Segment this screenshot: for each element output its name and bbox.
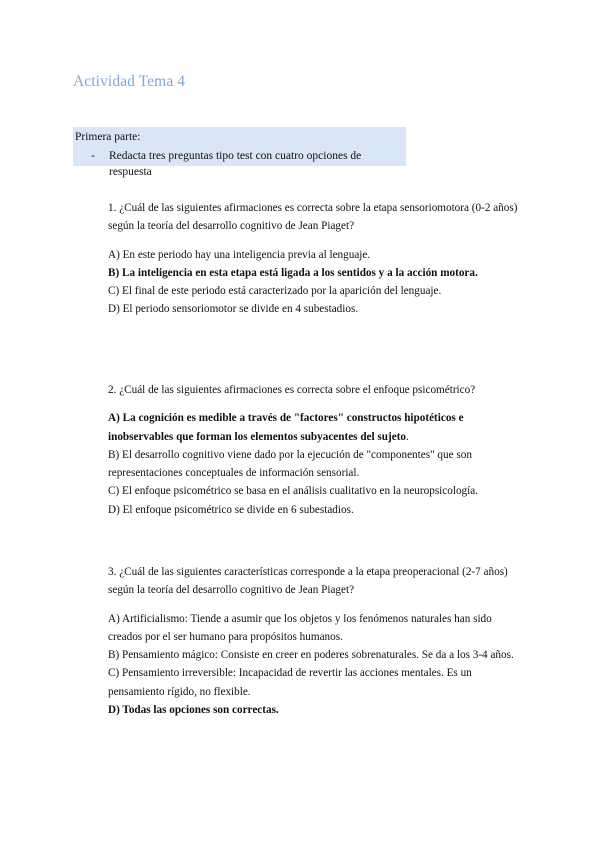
question-1-option-a: A) En este periodo hay una inteligencia previa al lenguaje. (108, 248, 371, 261)
question-2-text: 2. ¿Cuál de las siguientes afirmaciones es correcta sobre el enfoque psicométrico? (108, 384, 476, 396)
question-3-option-a-line2: creados por el ser humano para propósitos humanos. (108, 630, 343, 643)
question-1 (108, 199, 528, 319)
question-3 (108, 563, 528, 719)
instructions-highlight (73, 127, 406, 178)
question-2-option-a-correct-line1: A) La cognición es medible a través de "factores" constructos hipotéticos e (108, 412, 464, 425)
instruction-text: Redacta tres preguntas tipo test con cuatro opciones de respuesta (109, 150, 362, 178)
question-2-option-b-line1: B) El desarrollo cognitivo viene dado por la ejecución de "componentes" que son (108, 448, 472, 461)
question-2-option-a-period: . (406, 430, 409, 443)
question-3-option-b: B) Pensamiento mágico: Consiste en creer en poderes sobrenaturales. Se da a los 3-4 años. (108, 649, 514, 662)
part-heading: Primera parte: (75, 131, 141, 143)
question-1-text-line1: 1. ¿Cuál de las siguientes afirmaciones es correcta sobre la etapa sensoriomotora (0-2 años) (108, 202, 518, 214)
question-2-option-a-correct-line2 (108, 428, 528, 446)
question-3-text-line2: según la teoría del desarrollo cognitivo de Jean Piaget? (108, 584, 355, 597)
question-1-text-line2: según la teoría del desarrollo cognitivo de Jean Piaget? (108, 220, 355, 233)
question-2-option-c: C) El enfoque psicométrico se basa en el análisis cualitativo en la neuropsicología. (108, 485, 479, 498)
question-1-option-d: D) El periodo sensoriomotor se divide en 4 subestadios. (108, 303, 359, 316)
question-2-option-d: D) El enfoque psicométrico se divide en 6 subestadios. (108, 503, 354, 516)
question-2-option-b-line2: representaciones conceptuales de información sensorial. (108, 467, 360, 480)
question-1-option-c: C) El final de este periodo está caracterizado por la aparición del lenguaje. (108, 285, 442, 298)
question-3-text-line1: 3. ¿Cuál de las siguientes características corresponde a la etapa preoperacional (2-7 años) (108, 566, 508, 578)
question-3-option-a-line1: A) Artificialismo: Tiende a asumir que los objetos y los fenómenos naturales han sido (108, 612, 492, 625)
question-3-option-d-correct: D) Todas las opciones son correctas. (108, 704, 279, 717)
question-1-option-b-correct: B) La inteligencia en esta etapa está ligada a los sentidos y a la acción motora. (108, 266, 478, 279)
bullet-dash: - (91, 150, 95, 162)
question-2-option-a-correct-line2-bold: inobservables que forman los elementos subyacentes del sujeto (108, 430, 407, 443)
document-title: Actividad Tema 4 (73, 73, 186, 90)
question-3-option-c-line2: pensamiento rígido, no flexible. (108, 685, 251, 698)
question-3-option-c-line1: C) Pensamiento irreversible: Incapacidad de revertir las acciones mentales. Es un (108, 667, 472, 680)
question-2 (108, 381, 528, 519)
